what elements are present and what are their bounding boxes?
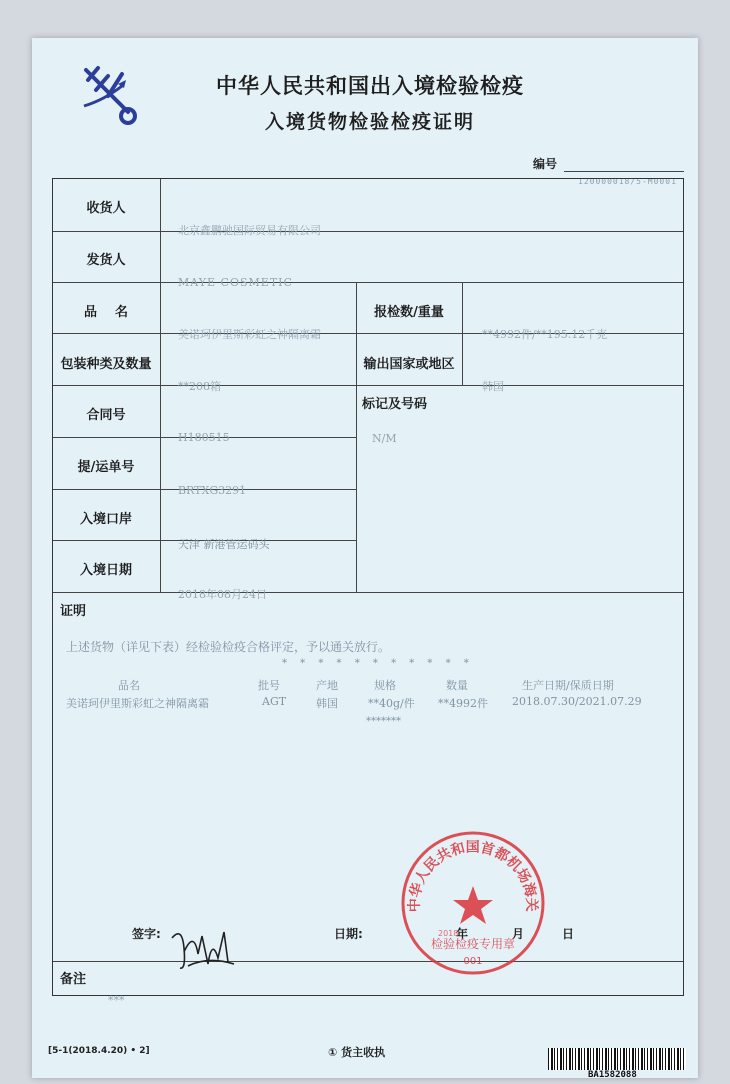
entry-date-value: 2018年08月24日 [178, 588, 267, 601]
col-divider [160, 179, 161, 592]
col-header-origin: 产地 [316, 679, 338, 692]
consignor-value: MAYE COSMETIC [178, 276, 293, 289]
entry-date-label: 入境日期 [79, 563, 132, 578]
month-label: 月 [512, 927, 525, 941]
copy-label: ① 货主收执 [328, 1046, 386, 1059]
consignee-value: 北京鑫鹏驰国际贸易有限公司 [178, 224, 321, 237]
stars-top: * * * * * * * * * * * [282, 658, 474, 669]
remarks-label: 备注 [60, 972, 87, 987]
product-value: 美诺珂伊里斯彩虹之神隔离霜 [178, 328, 321, 341]
detail-origin: 韩国 [316, 697, 338, 710]
origin-country-label: 输出国家或地区 [363, 357, 455, 372]
date-label: 日期: [334, 927, 363, 941]
packaging-label: 包装种类及数量 [60, 357, 152, 372]
year-label: 年 [456, 927, 469, 941]
marks-value: N/M [372, 432, 397, 445]
sign-label: 签字: [132, 927, 161, 941]
seal-number: 001 [463, 956, 483, 967]
barcode [548, 1048, 686, 1070]
serial-label: 编号 [533, 157, 558, 171]
row-divider [53, 961, 683, 962]
packaging-value: **208箱 [178, 380, 221, 393]
origin-country-value: 韩国 [482, 380, 504, 393]
col-header-batch: 批号 [258, 679, 280, 692]
col-header-qty: 数量 [446, 679, 468, 692]
consignor-label: 发货人 [86, 253, 126, 268]
col-divider [462, 282, 463, 385]
seal-year: 2018 [438, 929, 459, 938]
seal-center-text: 检验检疫专用章 [430, 937, 516, 951]
barcode-number: BA1582088 [588, 1070, 637, 1080]
consignee-label: 收货人 [86, 201, 126, 216]
page-subtitle: 入境货物检验检疫证明 [264, 111, 475, 133]
detail-name: 美诺珂伊里斯彩虹之神隔离霜 [66, 697, 209, 710]
contract-value: H180515 [178, 431, 230, 444]
serial-value: 120000018/5-M0001 [578, 177, 677, 186]
marks-label: 标记及号码 [362, 397, 428, 412]
detail-spec: **40g/件 [368, 697, 415, 710]
row-divider [53, 385, 683, 386]
row-divider [53, 282, 683, 283]
stars-bottom: ******* [366, 716, 401, 727]
day-label: 日 [562, 927, 575, 941]
remarks-value: *** [108, 994, 125, 1007]
certificate-statement: 上述货物（详见下表）经检验检疫合格评定，予以通关放行。 [66, 640, 391, 654]
quantity-weight-label: 报检数/重量 [374, 305, 444, 320]
bill-value: BRTXG3291 [178, 484, 247, 497]
row-divider [53, 592, 683, 593]
col-header-spec: 规格 [374, 679, 396, 692]
entry-port-value: 天津 新港管运码头 [178, 538, 270, 551]
col-divider [356, 282, 357, 592]
quantity-weight-value: **4992件/**195.12千克 [482, 328, 608, 341]
detail-qty: **4992件 [438, 697, 488, 710]
serial-underline [564, 171, 684, 172]
form-code: [5-1(2018.4.20) • 2] [48, 1046, 150, 1056]
entry-port-label: 入境口岸 [79, 512, 132, 527]
row-divider [53, 231, 683, 232]
col-header-name: 品名 [118, 679, 140, 692]
detail-batch: AGT [262, 695, 287, 708]
handwritten-signature [168, 918, 240, 974]
detail-dates: 2018.07.30/2021.07.29 [512, 695, 642, 708]
certificate-label: 证明 [60, 604, 87, 619]
seal-ring-text: 中华人民共和国首都机场海关 [406, 839, 540, 913]
col-header-dates: 生产日期/保质日期 [522, 679, 614, 692]
product-label: 品 名 [83, 305, 129, 320]
bill-label: 提/运单号 [77, 460, 135, 475]
official-seal-stamp [398, 828, 548, 978]
contract-label: 合同号 [86, 408, 126, 423]
page-title: 中华人民共和国出入境检验检疫 [216, 74, 524, 98]
